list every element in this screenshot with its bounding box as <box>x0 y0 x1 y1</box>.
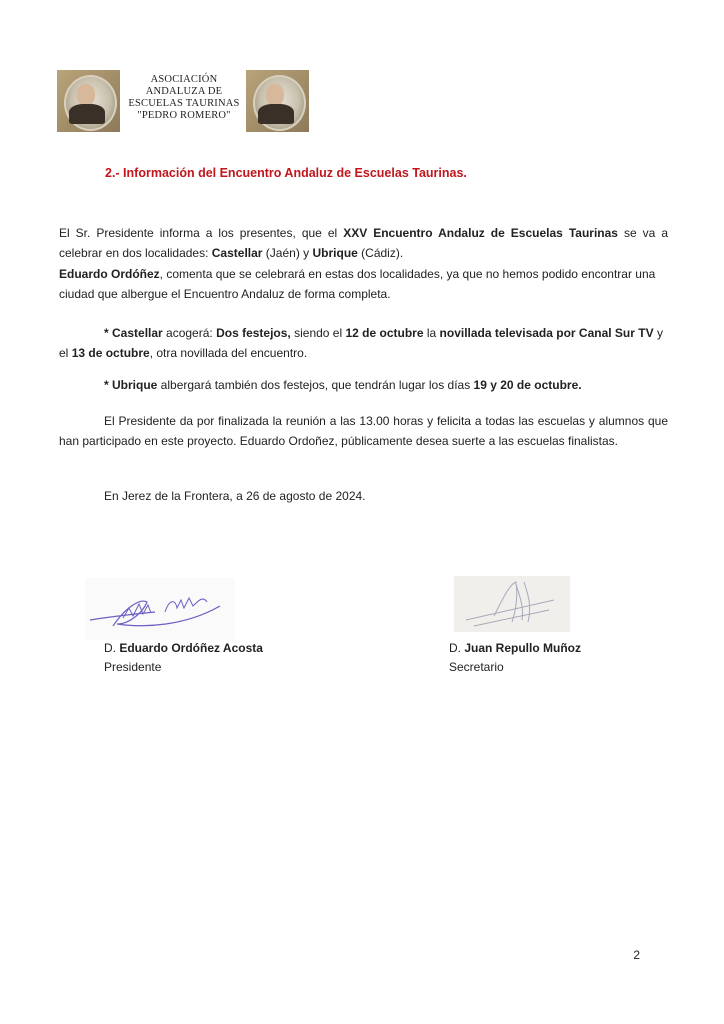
logo-text <box>125 74 243 122</box>
text: , comenta que se celebrará en estas dos localidades, ya que no hemos podido encontrar una ciudad que albergue el Encuentro Andaluz de forma completa. <box>59 267 656 301</box>
text: siendo el <box>290 326 346 340</box>
logo-line-2: ANDALUZA DE <box>145 86 223 97</box>
page-number: 2 <box>633 948 640 962</box>
text: acogerá: <box>162 326 217 340</box>
paragraph-ordonez-comment <box>59 265 668 304</box>
signatory-president-role: Presidente <box>104 660 162 674</box>
prefix: D. <box>449 641 465 655</box>
signatory-secretary-role: Secretario <box>449 660 504 674</box>
paragraph-ubrique <box>59 376 668 396</box>
association-logo <box>57 70 309 132</box>
logo-line-3: ESCUELAS TAURINAS <box>128 98 240 109</box>
televised-novillada: novillada televisada por Canal Sur TV <box>439 326 654 340</box>
location-castellar: Castellar <box>211 245 263 260</box>
logo-line-1: ASOCIACIÓN <box>150 74 218 85</box>
text: albergará también dos festejos, que tendrán lugar los días <box>157 378 474 392</box>
place-date: En Jerez de la Frontera, a 26 de agosto de 2024. <box>104 489 366 503</box>
text: se va a celebrar en dos localidades: <box>59 226 668 260</box>
ubrique-label: * Ubrique <box>104 378 158 392</box>
text: El Sr. Presidente informa a los presentes, que el <box>59 226 344 240</box>
text-bold: Dos festejos, <box>216 326 291 340</box>
text: (Cádiz). <box>357 245 404 260</box>
portrait-image-left <box>57 70 120 132</box>
date-13-october: 13 de octubre <box>71 345 150 360</box>
date-12-october: 12 de octubre <box>345 326 424 340</box>
text: , otra novillada del encuentro. <box>149 345 308 360</box>
signatory-president-name <box>104 641 263 655</box>
signature-image-secretary <box>454 576 570 632</box>
text: (Jaén) y <box>262 245 313 260</box>
location-ubrique: Ubrique <box>312 245 358 260</box>
portrait-image-right <box>246 70 309 132</box>
name: Eduardo Ordóñez Acosta <box>119 641 263 655</box>
dates-19-20-october: 19 y 20 de octubre. <box>473 378 582 392</box>
paragraph-castellar <box>59 324 668 363</box>
speaker-name: Eduardo Ordóñez <box>59 267 160 281</box>
event-name: XXV Encuentro Andaluz de Escuelas Taurinas <box>343 226 618 240</box>
section-heading: 2.- Información del Encuentro Andaluz de Escuelas Taurinas. <box>105 166 467 180</box>
signatory-secretary-name <box>449 641 581 655</box>
logo-line-4: "PEDRO ROMERO" <box>137 110 231 121</box>
text: y el <box>59 326 663 360</box>
signature-image-president <box>85 578 235 640</box>
paragraph-encuentro-announcement <box>59 224 668 263</box>
name: Juan Repullo Muñoz <box>464 641 582 655</box>
text: la <box>423 326 440 340</box>
castellar-label: * Castellar <box>104 326 163 340</box>
prefix: D. <box>104 641 120 655</box>
paragraph-closing: El Presidente da por finalizada la reunión a las 13.00 horas y felicita a todas las escuelas y alumnos que han participado en este proyecto. Eduardo Ordoñez, públicamente desea suerte a las escuelas finalistas. <box>59 414 668 448</box>
